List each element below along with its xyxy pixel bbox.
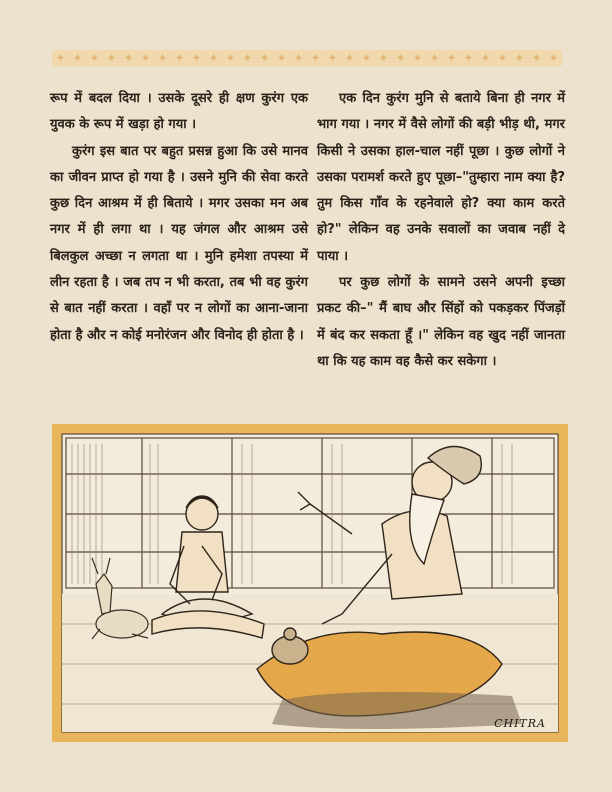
left-paragraph-2: कुरंग इस बात पर बहुत प्रसन्न हुआ कि उसे मानव का जीवन प्राप्त हो गया है । उसने मुनि की सेवा करते कुछ दिन आश्रम में ही बिताये । मगर उसका मन अब नगर में ही लगा था । यह जंगल और आश्रम उसे बिलकुल अच्छा न लगता था । मुनि हमेशा तपस्या में लीन रहता है । जब तप न भी करता, तब भी वह कुरंग से बात नहीं करता । वहाँ पर न लोगों का आना-जाना होता है और न कोई मनोरंजन और विनोद ही होता है ।	[50, 143, 308, 343]
left-paragraph-1: रूप में बदल दिया । उसके दूसरे ही क्षण कुरंग एक युवक के रूप में खड़ा हो गया ।	[50, 91, 308, 133]
story-illustration	[52, 424, 568, 742]
illustration-drawing	[52, 424, 568, 742]
right-paragraph-1: एक दिन कुरंग मुनि से बताये बिना ही नगर में भाग गया । नगर में वैसे लोगों की बड़ी भीड़ थी, मगर किसी ने उसका हाल-चाल नहीं पूछा । कुछ लोगों ने उसका परामर्श करते हुए पूछा–"तुम्हारा नाम क्या है? तुम किस गाँव के रहनेवाले हो? क्या काम करते हो?" लेकिन वह उनके सवालों का जवाब नहीं दे पाया ।	[317, 91, 565, 264]
decorative-border: ✦ ✦ ✦ ✦ ✦ ✦ ✦ ✦ ✦ ✦ ✦ ✦ ✦ ✦ ✦ ✦ ✦ ✦ ✦ ✦ ✦ ✦ ✦ ✦ ✦ ✦ ✦ ✦ ✦ ✦	[52, 50, 562, 66]
left-column	[50, 86, 308, 349]
right-paragraph-2: पर कुछ लोगों के सामने उसने अपनी इच्छा प्रकट की–" मैं बाघ और सिंहों को पकड़कर पिंजड़ों में बंद कर सकता हूँ ।" लेकिन वह खुद नहीं जानता था कि यह काम वह कैसे कर सकेगा ।	[317, 275, 565, 369]
right-column	[317, 86, 565, 375]
artist-signature: CHITRA	[494, 717, 546, 730]
